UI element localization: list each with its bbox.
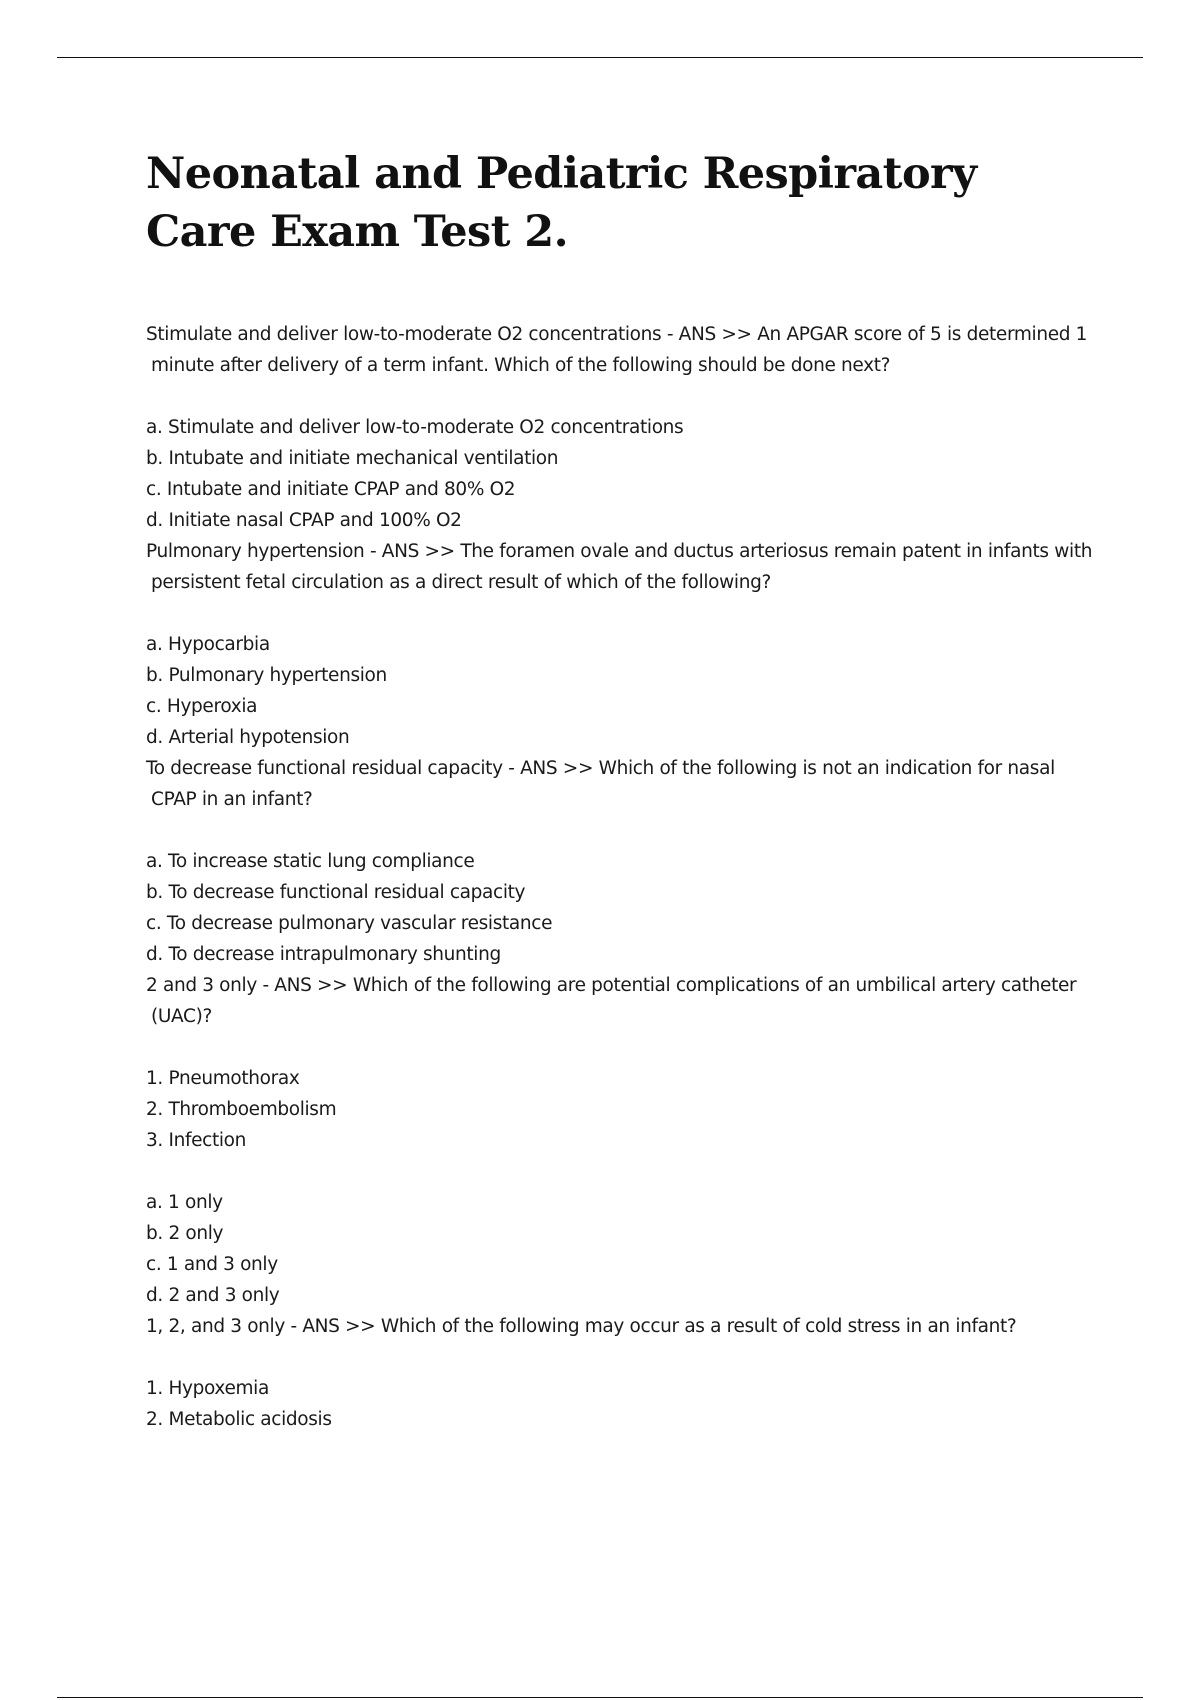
question-4	[146, 970, 1096, 1311]
numbered-item: 1. Hypoxemia	[146, 1378, 269, 1399]
document-body	[146, 319, 1096, 1435]
question-3	[146, 753, 1096, 970]
question-stem: 2 and 3 only - ANS >> Which of the following are potential complications of an umbilical artery catheter (UAC)?	[146, 975, 1077, 1027]
answer-options	[146, 846, 1096, 970]
answer-option: a. 1 only	[146, 1192, 223, 1213]
answer-options	[146, 1187, 1096, 1311]
answer-options	[146, 412, 1096, 536]
bottom-rule	[57, 1697, 1143, 1698]
question-1	[146, 319, 1096, 536]
answer-option: d. Initiate nasal CPAP and 100% O2	[146, 510, 462, 531]
answer-option: b. To decrease functional residual capacity	[146, 882, 526, 903]
question-stem: Pulmonary hypertension - ANS >> The foramen ovale and ductus arteriosus remain patent in infants with persistent fetal circulation as a direct result of which of the following?	[146, 541, 1093, 593]
question-stem: 1, 2, and 3 only - ANS >> Which of the following may occur as a result of cold stress in an infant?	[146, 1316, 1017, 1337]
top-rule	[57, 57, 1143, 58]
answer-option: a. To increase static lung compliance	[146, 851, 475, 872]
question-2	[146, 536, 1096, 753]
answer-option: d. 2 and 3 only	[146, 1285, 280, 1306]
question-stem: To decrease functional residual capacity - ANS >> Which of the following is not an indication for nasal CPAP in an infant?	[146, 758, 1055, 810]
numbered-item: 3. Infection	[146, 1130, 247, 1151]
answer-option: c. 1 and 3 only	[146, 1254, 278, 1275]
answer-option: c. Intubate and initiate CPAP and 80% O2	[146, 479, 516, 500]
answer-option: d. To decrease intrapulmonary shunting	[146, 944, 501, 965]
answer-option: d. Arterial hypotension	[146, 727, 350, 748]
answer-option: a. Stimulate and deliver low-to-moderate O2 concentrations	[146, 417, 684, 438]
answer-option: b. Pulmonary hypertension	[146, 665, 387, 686]
answer-options	[146, 629, 1096, 753]
page-title: Neonatal and Pediatric Respiratory Care Exam Test 2.	[146, 149, 977, 257]
answer-option: a. Hypocarbia	[146, 634, 270, 655]
answer-option: c. Hyperoxia	[146, 696, 258, 717]
numbered-items	[146, 1063, 1096, 1156]
numbered-item: 1. Pneumothorax	[146, 1068, 300, 1089]
numbered-item: 2. Metabolic acidosis	[146, 1409, 332, 1430]
numbered-item: 2. Thromboembolism	[146, 1099, 337, 1120]
answer-option: c. To decrease pulmonary vascular resistance	[146, 913, 553, 934]
answer-option: b. 2 only	[146, 1223, 224, 1244]
question-stem: Stimulate and deliver low-to-moderate O2 concentrations - ANS >> An APGAR score of 5 is determined 1 minute after delivery of a term infant. Which of the following should be done next?	[146, 324, 1088, 376]
question-5	[146, 1311, 1096, 1435]
answer-option: b. Intubate and initiate mechanical ventilation	[146, 448, 559, 469]
numbered-items	[146, 1373, 1096, 1435]
